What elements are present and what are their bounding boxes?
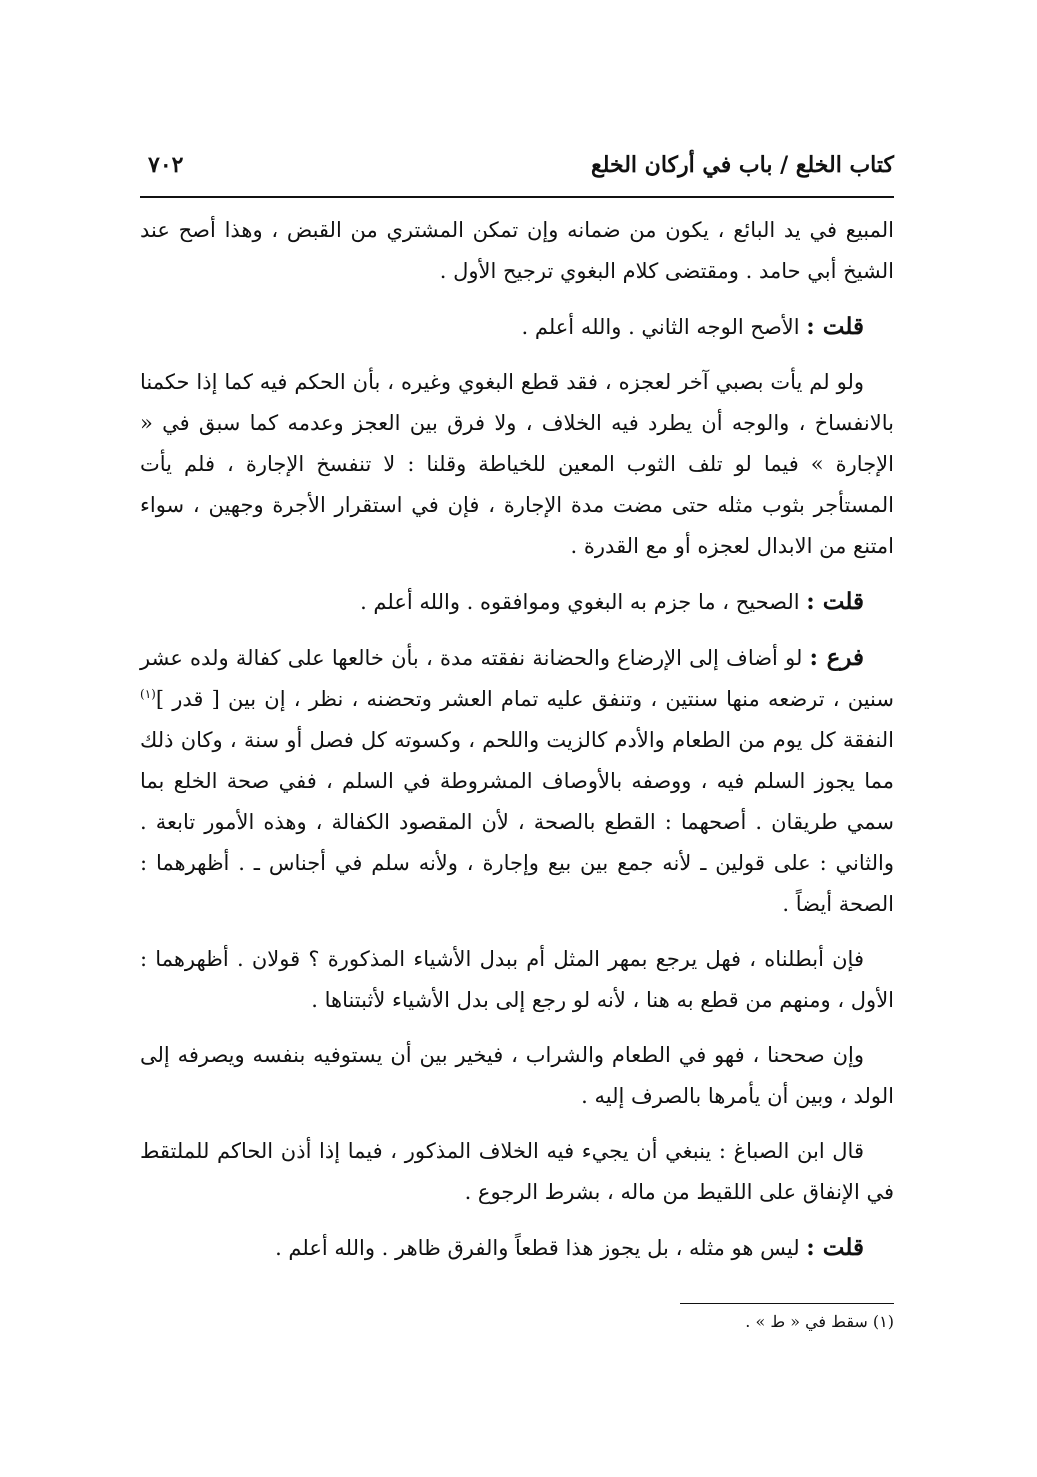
paragraph-4-text: الصحيح ، ما جزم به البغوي وموافقوه . والله أعلم . [360, 590, 807, 614]
paragraph-2-text: الأصح الوجه الثاني . والله أعلم . [521, 315, 807, 339]
paragraph-9 [140, 1227, 894, 1269]
paragraph-2-keyword: قلت : [806, 313, 864, 340]
footnote-reference: (١) [140, 687, 156, 701]
paragraph-8: قال ابن الصباغ : ينبغي أن يجيء فيه الخلاف المذكور ، فيما إذا أذن الحاكم للملتقط في الإنفاق على اللقيط من ماله ، بشرط الرجوع . [140, 1139, 894, 1204]
running-title: كتاب الخلع / باب في أركان الخلع [591, 152, 894, 178]
paragraph-9-text: ليس هو مثله ، بل يجوز هذا قطعاً والفرق ظاهر . والله أعلم . [275, 1236, 807, 1260]
paragraph-2 [140, 306, 894, 348]
paragraph-5-text-a: لو أضاف إلى الإرضاع والحضانة نفقته مدة ، بأن خالعها على كفالة ولده عشر سنين ، ترضعه منها سنتين ، وتنفق عليه تمام العشر وتحضنه ، نظر ، إن بين [ قدر ] [140, 646, 894, 711]
paragraph-6: فإن أبطلناه ، فهل يرجع بمهر المثل أم ببدل الأشياء المذكورة ؟ قولان . أظهرهما : الأول ، ومنهم من قطع به هنا ، لأنه لو رجع إلى بدل الأشياء لأثبتناها . [140, 947, 894, 1012]
page-header [140, 148, 894, 198]
footnote-divider [680, 1303, 894, 1304]
paragraph-4 [140, 581, 894, 623]
paragraph-7: وإن صححنا ، فهو في الطعام والشراب ، فيخير بين أن يستوفيه بنفسه ويصرفه إلى الولد ، وبين أن يأمرها بالصرف إليه . [140, 1043, 894, 1108]
paragraph-5 [140, 637, 894, 925]
paragraph-5-keyword: فرع : [809, 644, 864, 671]
paragraph-1: المبيع في يد البائع ، يكون من ضمانه وإن تمكن المشتري من القبض ، وهذا أصح عند الشيخ أبي حامد . ومقتضى كلام البغوي ترجيح الأول . [140, 218, 894, 283]
main-text [140, 210, 894, 1283]
page-number: ٧٠٢ [148, 152, 184, 178]
paragraph-5-text-b: النفقة كل يوم من الطعام والأدم كالزيت واللحم ، وكسوته كل فصل أو سنة ، وكان ذلك مما يجوز السلم فيه ، ووصفه بالأوصاف المشروطة في السلم ، ففي صحة الخلع بما سمي طريقان . أصحهما : القطع بالصحة ، لأن المقصود الكفالة ، وهذه الأمور تابعة . والثاني : على قولين ـ لأنه جمع بين بيع وإجارة ، ولأنه سلم في أجناس ـ . أظهرهما : الصحة أيضاً . [140, 728, 894, 916]
paragraph-4-keyword: قلت : [806, 588, 864, 615]
paragraph-9-keyword: قلت : [806, 1234, 864, 1261]
footnote: (١) سقط في « ط » . [745, 1312, 894, 1331]
paragraph-3: ولو لم يأت بصبي آخر لعجزه ، فقد قطع البغوي وغيره ، بأن الحكم فيه كما إذا حكمنا بالانفساخ ، والوجه أن يطرد فيه الخلاف ، ولا فرق بين العجز وعدمه كما سبق في « الإجارة » فيما لو تلف الثوب المعين للخياطة وقلنا : لا تنفسخ الإجارة ، فلم يأت المستأجر بثوب مثله حتى مضت مدة الإجارة ، فإن في استقرار الأجرة وجهين ، سواء امتنع من الابدال لعجزه أو مع القدرة . [140, 370, 894, 558]
